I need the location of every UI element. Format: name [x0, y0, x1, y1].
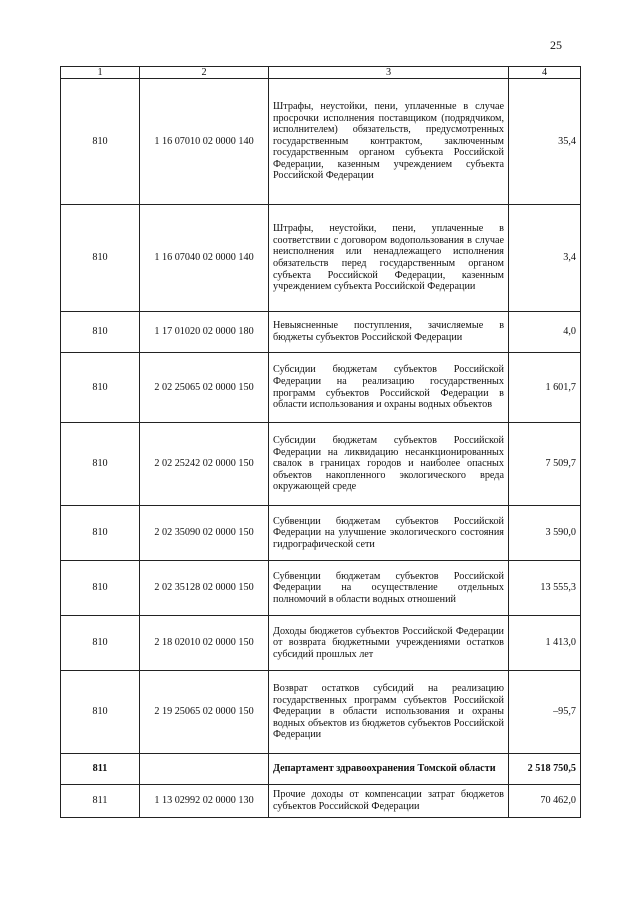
row-amount-cell: 1 413,0 [509, 616, 581, 671]
row-amount-cell: 1 601,7 [509, 353, 581, 423]
row-amount-cell: 13 555,3 [509, 561, 581, 616]
table-header-row [61, 67, 581, 79]
row-amount-cell: 7 509,7 [509, 423, 581, 506]
column-header-3: 3 [269, 67, 509, 79]
row-code-cell: 811 [61, 785, 140, 818]
row-kbk-cell: 2 02 25242 02 0000 150 [140, 423, 269, 506]
row-kbk-cell: 1 17 01020 02 0000 180 [140, 312, 269, 353]
row-description-cell: Субсидии бюджетам субъектов Российской Федерации на ликвидацию несанкционированных свалок в границах городов и наиболее опасных объектов накопленного экологического вреда окружающей среде [269, 423, 509, 506]
row-code-cell: 810 [61, 353, 140, 423]
row-code-cell: 810 [61, 423, 140, 506]
column-header-1: 1 [61, 67, 140, 79]
table-row [61, 561, 581, 616]
row-description-cell: Субвенции бюджетам субъектов Российской Федерации на осуществление отдельных полномочий в области водных отношений [269, 561, 509, 616]
page-number: 25 [550, 38, 562, 52]
row-description-cell: Субсидии бюджетам субъектов Российской Федерации на реализацию государственных программ субъектов Российской Федерации в области использования и охраны водных объектов [269, 353, 509, 423]
row-amount-cell: 70 462,0 [509, 785, 581, 818]
row-amount-cell: 2 518 750,5 [509, 754, 581, 785]
row-code-cell: 810 [61, 79, 140, 205]
column-header-2: 2 [140, 67, 269, 79]
row-description-cell: Штрафы, неустойки, пени, уплаченные в случае просрочки исполнения поставщиком (подрядчиком, исполнителем) обязательств, предусмотренных государственным контрактом, заключенным государственным органом субъекта Российской Федерации, казенным учреждением субъекта Российской Федерации [269, 79, 509, 205]
column-header-4: 4 [509, 67, 581, 79]
row-description-cell: Невыясненные поступления, зачисляемые в бюджеты субъектов Российской Федерации [269, 312, 509, 353]
row-code-cell: 810 [61, 506, 140, 561]
row-kbk-cell: 1 16 07040 02 0000 140 [140, 205, 269, 312]
table-row [61, 616, 581, 671]
row-kbk-cell: 2 02 25065 02 0000 150 [140, 353, 269, 423]
row-amount-cell: –95,7 [509, 671, 581, 754]
row-description-cell: Прочие доходы от компенсации затрат бюджетов субъектов Российской Федерации [269, 785, 509, 818]
row-code-cell: 810 [61, 312, 140, 353]
row-description-cell: Департамент здравоохранения Томской области [269, 754, 509, 785]
table-row [61, 754, 581, 785]
table-row [61, 506, 581, 561]
row-description-cell: Субвенции бюджетам субъектов Российской Федерации на улучшение экологического состояния гидрографической сети [269, 506, 509, 561]
row-description-cell: Возврат остатков субсидий на реализацию государственных программ субъектов Российской Федерации в области использования и охраны водных объектов из бюджетов субъектов Российской Федерации [269, 671, 509, 754]
row-description-cell: Доходы бюджетов субъектов Российской Федерации от возврата бюджетными учреждениями остатков субсидий прошлых лет [269, 616, 509, 671]
row-amount-cell: 4,0 [509, 312, 581, 353]
row-kbk-cell: 2 18 02010 02 0000 150 [140, 616, 269, 671]
table-row [61, 205, 581, 312]
row-code-cell: 811 [61, 754, 140, 785]
row-amount-cell: 3,4 [509, 205, 581, 312]
row-kbk-cell [140, 754, 269, 785]
row-amount-cell: 3 590,0 [509, 506, 581, 561]
table-row [61, 312, 581, 353]
table-row [61, 785, 581, 818]
row-description-cell: Штрафы, неустойки, пени, уплаченные в соответствии с договором водопользования в случае неисполнения или ненадлежащего исполнения обязательств перед государственным органом субъекта Российской Федерации, казенным учреждением субъекта Российской Федерации [269, 205, 509, 312]
table-row [61, 423, 581, 506]
table-body [61, 79, 581, 818]
row-kbk-cell: 1 13 02992 02 0000 130 [140, 785, 269, 818]
table-row [61, 79, 581, 205]
row-kbk-cell: 2 02 35128 02 0000 150 [140, 561, 269, 616]
row-kbk-cell: 2 19 25065 02 0000 150 [140, 671, 269, 754]
row-kbk-cell: 2 02 35090 02 0000 150 [140, 506, 269, 561]
revenue-table [60, 66, 581, 818]
row-code-cell: 810 [61, 205, 140, 312]
row-amount-cell: 35,4 [509, 79, 581, 205]
row-code-cell: 810 [61, 616, 140, 671]
table-row [61, 353, 581, 423]
table-row [61, 671, 581, 754]
row-code-cell: 810 [61, 561, 140, 616]
row-kbk-cell: 1 16 07010 02 0000 140 [140, 79, 269, 205]
row-code-cell: 810 [61, 671, 140, 754]
